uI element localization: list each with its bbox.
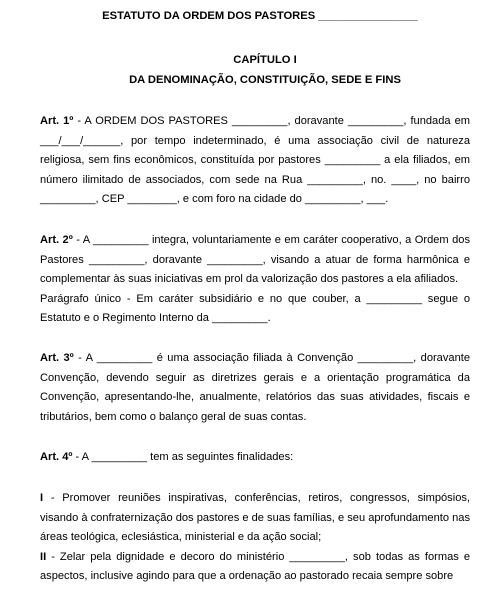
article-2-label: Art. 2º xyxy=(40,233,73,246)
article-2-paragraph: Parágrafo único - Em caráter subsidiário e no que couber, a _________ segue o Estatuto e o Regimento Interno da _________. xyxy=(40,292,470,325)
article-1-label: Art. 1º xyxy=(40,115,74,127)
item-1-label: I xyxy=(40,491,44,504)
article-1 xyxy=(40,112,470,210)
item-1-text: - Promover reuniões inspirativas, conferências, retiros, congressos, simpósios, visando à confraternização dos pastores e de suas famílias, e seu aprofundamento nas áreas teológica, eclesiástica, ministerial e da ação social; xyxy=(40,491,470,544)
article-3-text: - A _________ é uma associação filiada à Convenção _________, doravante Convenção, devendo seguir as diretrizes gerais e a orientação programática da Convenção, apresentando-lhe, anualmente, relatórios das suas atividades, fiscais e tributários, bem como o balanço geral de suas contas. xyxy=(40,351,470,423)
article-2-text: - A _________ integra, voluntariamente e em caráter cooperativo, a Ordem dos Pastores _________, doravante _________, visando a atuar de forma harmônica e complementar às suas iniciativas em prol da valorização dos pastores a ela afiliados. xyxy=(40,233,470,286)
article-4 xyxy=(40,448,470,468)
chapter-heading: DA DENOMINAÇÃO, CONSTITUIÇÃO, SEDE E FINS xyxy=(129,74,401,86)
item-1 xyxy=(40,489,470,548)
chapter-number: CAPÍTULO I xyxy=(233,54,297,66)
item-2-label: II xyxy=(40,550,47,563)
item-2-text: - Zelar pela dignidade e decoro do ministério _________, sob todas as formas e aspectos, inclusive agindo para que a ordenação ao pastorado recaia sempre sobre xyxy=(40,550,470,583)
article-3 xyxy=(40,349,470,427)
article-2 xyxy=(40,231,470,290)
article-4-label: Art. 4º xyxy=(40,451,73,464)
article-4-text: - A _________ tem as seguintes finalidades: xyxy=(72,451,294,464)
item-2 xyxy=(40,548,470,587)
chapter-header xyxy=(60,50,470,90)
article-3-label: Art. 3º xyxy=(40,351,74,364)
article-1-text: - A ORDEM DOS PASTORES _________, doravante _________, fundada em ___/___/______, por tempo indeterminado, é uma associação civil de natureza religiosa, sem fins econômicos, constituída por pastores _________ a ela filiados, em número ilimitado de associados, com sede na Rua _________, no. ____, no bairro _________, CEP ________, e com foro na cidade do _________, ___. xyxy=(40,115,470,206)
document-title: ESTATUTO DA ORDEM DOS PASTORES ________________ xyxy=(102,10,418,22)
